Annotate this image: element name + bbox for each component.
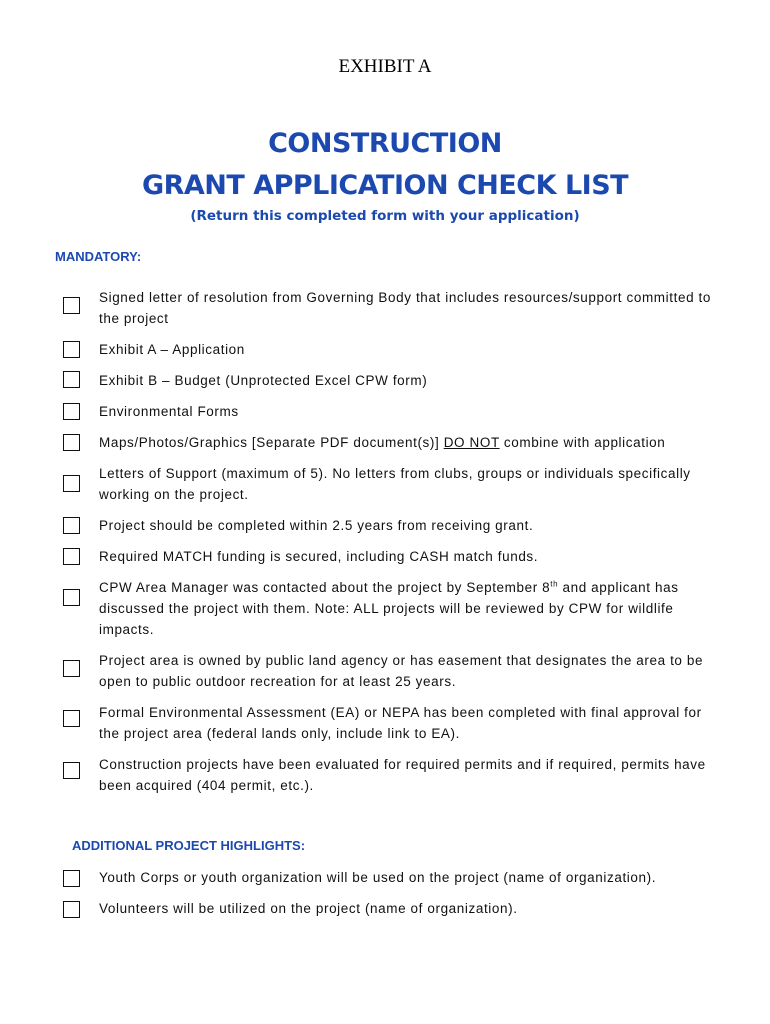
item-text: Signed letter of resolution from Governing Body that includes resources/support committed to the project	[99, 290, 711, 326]
checkbox[interactable]	[63, 660, 80, 677]
do-not-emphasis: DO NOT	[443, 435, 500, 450]
checkbox[interactable]	[63, 589, 80, 606]
additional-heading: ADDITIONAL PROJECT HIGHLIGHTS:	[72, 838, 306, 853]
item-text	[99, 577, 719, 640]
checkbox[interactable]	[63, 548, 80, 565]
item-text: Environmental Forms	[99, 404, 239, 419]
checkbox[interactable]	[63, 870, 80, 887]
checkbox[interactable]	[63, 762, 80, 779]
checkbox[interactable]	[63, 297, 80, 314]
page-title-line2: GRANT APPLICATION CHECK LIST	[141, 170, 629, 201]
checkbox[interactable]	[63, 517, 80, 534]
checkbox[interactable]	[63, 434, 80, 451]
item-text: Project should be completed within 2.5 years from receiving grant.	[99, 518, 534, 533]
checkbox[interactable]	[63, 371, 80, 388]
item-text: Volunteers will be utilized on the project (name of organization).	[99, 901, 518, 916]
item-text-pre: CPW Area Manager was contacted about the project by September 8	[99, 580, 551, 595]
page-subtitle: (Return this completed form with your application)	[190, 208, 580, 224]
checkbox[interactable]	[63, 403, 80, 420]
mandatory-heading: MANDATORY:	[55, 249, 142, 264]
exhibit-label: EXHIBIT A	[338, 56, 432, 77]
item-text: Youth Corps or youth organization will be used on the project (name of organization).	[99, 870, 657, 885]
item-text: Required MATCH funding is secured, including CASH match funds.	[99, 549, 539, 564]
item-text: Formal Environmental Assessment (EA) or NEPA has been completed with final approval for the project area (federal lands only, include link to EA).	[99, 705, 702, 741]
item-text-post: combine with application	[499, 435, 666, 450]
item-text-post: and applicant has discussed the project with them. Note: ALL projects will be reviewed by CPW for wildlife impacts.	[99, 580, 679, 637]
item-text: Project area is owned by public land agency or has easement that designates the area to be open to public outdoor recreation for at least 25 years.	[99, 653, 704, 689]
page-title-line1: CONSTRUCTION	[268, 128, 502, 159]
superscript-th: th	[550, 579, 559, 589]
item-text: Exhibit A – Application	[99, 342, 245, 357]
checkbox[interactable]	[63, 710, 80, 727]
item-text: Letters of Support (maximum of 5). No letters from clubs, groups or individuals specifically working on the project.	[99, 466, 691, 502]
item-text: Construction projects have been evaluated for required permits and if required, permits have been acquired (404 permit, etc.).	[99, 757, 706, 793]
item-text	[99, 432, 719, 453]
item-text: Exhibit B – Budget (Unprotected Excel CPW form)	[99, 373, 428, 388]
item-text-pre: Maps/Photos/Graphics [Separate PDF document(s)]	[99, 435, 444, 450]
checkbox[interactable]	[63, 341, 80, 358]
checkbox[interactable]	[63, 901, 80, 918]
checkbox[interactable]	[63, 475, 80, 492]
